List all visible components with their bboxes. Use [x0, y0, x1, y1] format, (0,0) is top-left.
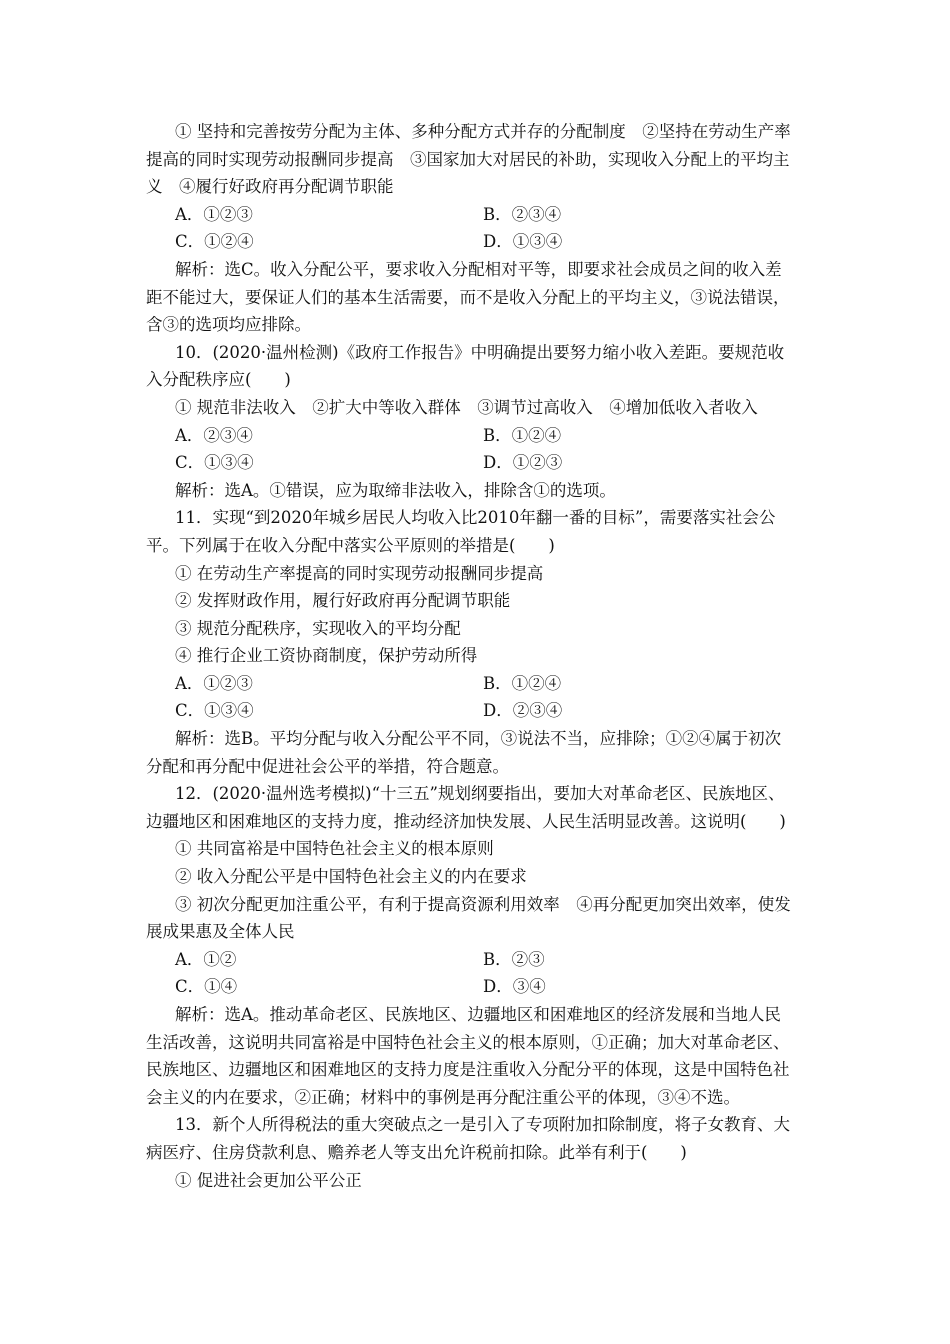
- q12-item: ① 共同富裕是中国特色社会主义的根本原则: [175, 839, 494, 859]
- q10-item: ① 规范非法收入 ②扩大中等收入群体 ③调节过高收入 ④增加低收入者收入: [175, 397, 758, 417]
- q10-options-row: [146, 422, 812, 450]
- q11-options-row: [146, 670, 812, 698]
- option-c: C．①③④: [175, 701, 254, 721]
- q12-item: ② 收入分配公平是中国特色社会主义的内在要求: [175, 867, 527, 887]
- q11-stem-line: 11．实现“到2020年城乡居民人均收入比2010年翻一番的目标”，需要落实社会公: [175, 508, 776, 528]
- option-a: A．①②③: [175, 204, 253, 224]
- q9-stem-line: 义 ④履行好政府再分配调节职能: [146, 177, 394, 197]
- q11-analysis-line: 解析：选B。平均分配与收入分配公平不同，③说法不当，应排除；①②④属于初次: [175, 729, 782, 749]
- option-c: C．①③④: [175, 453, 254, 473]
- option-b: B．①②④: [483, 425, 562, 445]
- q11-item: ③ 规范分配秩序，实现收入的平均分配: [175, 618, 461, 638]
- q12-item: 展成果惠及全体人民: [146, 922, 295, 942]
- option-a: A．①②③: [175, 673, 253, 693]
- q12-stem-line: 边疆地区和困难地区的支持力度，推动经济加快发展、人民生活明显改善。这说明( ): [146, 811, 786, 831]
- q9-analysis-line: 含③的选项均应排除。: [146, 315, 311, 335]
- option-b: B．②③: [483, 949, 545, 969]
- q9-stem-line: 提高的同时实现劳动报酬同步提高 ③国家加大对居民的补助，实现收入分配上的平均主: [146, 149, 790, 169]
- q13-stem-line: 13．新个人所得税法的重大突破点之一是引入了专项附加扣除制度，将子女教育、大: [175, 1115, 790, 1135]
- option-d: D．③④: [483, 977, 546, 997]
- q9-options-row: [146, 201, 812, 229]
- q12-analysis-line: 解析：选A。推动革命老区、民族地区、边疆地区和困难地区的经济发展和当地人民: [175, 1005, 781, 1024]
- q12-item: ③ 初次分配更加注重公平，有利于提高资源利用效率 ④再分配更加突出效率，使发: [175, 894, 791, 914]
- option-b: B．②③④: [483, 204, 562, 224]
- option-c: C．①④: [175, 977, 238, 997]
- q11-analysis-line: 分配和再分配中促进社会公平的举措，符合题意。: [146, 756, 509, 776]
- q12-options-row: [146, 946, 812, 974]
- option-a: A．①②: [175, 949, 237, 969]
- q11-item: ② 发挥财政作用，履行好政府再分配调节职能: [175, 591, 511, 611]
- q9-analysis-line: 距不能过大，要保证人们的基本生活需要，而不是收入分配上的平均主义，③说法错误，: [146, 287, 790, 307]
- q12-analysis-line: 生活改善，这说明共同富裕是中国特色社会主义的根本原则，①正确；加大对革命老区、: [146, 1032, 790, 1052]
- question-9: [146, 118, 812, 339]
- q12-options-row: [146, 973, 812, 1001]
- q11-stem-line: 平。下列属于在收入分配中落实公平原则的举措是( ): [146, 535, 555, 555]
- q12-analysis-line: 会主义的内在要求，②正确；材料中的事例是再分配注重公平的体现，③④不选。: [146, 1087, 740, 1107]
- question-10: [146, 339, 812, 505]
- question-12: [146, 780, 812, 1111]
- q9-options-row: [146, 228, 812, 256]
- q10-stem-line: 10．(2020·温州检测)《政府工作报告》中明确提出要努力缩小收入差距。要规范收: [175, 342, 785, 362]
- option-d: D．①②③: [483, 453, 563, 473]
- option-d: D．①③④: [483, 232, 563, 252]
- q10-stem-line: 入分配秩序应( ): [146, 370, 291, 390]
- q9-analysis-line: 解析：选C。收入分配公平，要求收入分配相对平等，即要求社会成员之间的收入差: [175, 259, 782, 279]
- q11-item: ① 在劳动生产率提高的同时实现劳动报酬同步提高: [175, 563, 544, 583]
- option-d: D．②③④: [483, 701, 563, 721]
- q12-stem-line: 12．(2020·温州选考模拟)“十三五”规划纲要指出，要加大对革命老区、民族地区、: [175, 784, 785, 804]
- option-b: B．①②④: [483, 673, 562, 693]
- q13-stem-line: 病医疗、住房贷款利息、赡养老人等支出允许税前扣除。此举有利于( ): [146, 1142, 687, 1162]
- option-c: C．①②④: [175, 232, 254, 252]
- q10-options-row: [146, 449, 812, 477]
- q10-analysis-line: 解析：选A。①错误，应为取缔非法收入，排除含①的选项。: [175, 480, 616, 500]
- question-13: [146, 1111, 812, 1194]
- document-page: [146, 118, 812, 1194]
- q9-stem-line: ① 坚持和完善按劳分配为主体、多种分配方式并存的分配制度 ②坚持在劳动生产率: [175, 122, 791, 141]
- option-a: A．②③④: [175, 425, 253, 445]
- q13-item: ① 促进社会更加公平公正: [175, 1170, 362, 1190]
- q11-options-row: [146, 697, 812, 725]
- q12-analysis-line: 民族地区、边疆地区和困难地区的支持力度是注重收入分配分平的体现，这是中国特色社: [146, 1060, 790, 1080]
- q11-item: ④ 推行企业工资协商制度，保护劳动所得: [175, 646, 478, 666]
- question-11: [146, 504, 812, 780]
